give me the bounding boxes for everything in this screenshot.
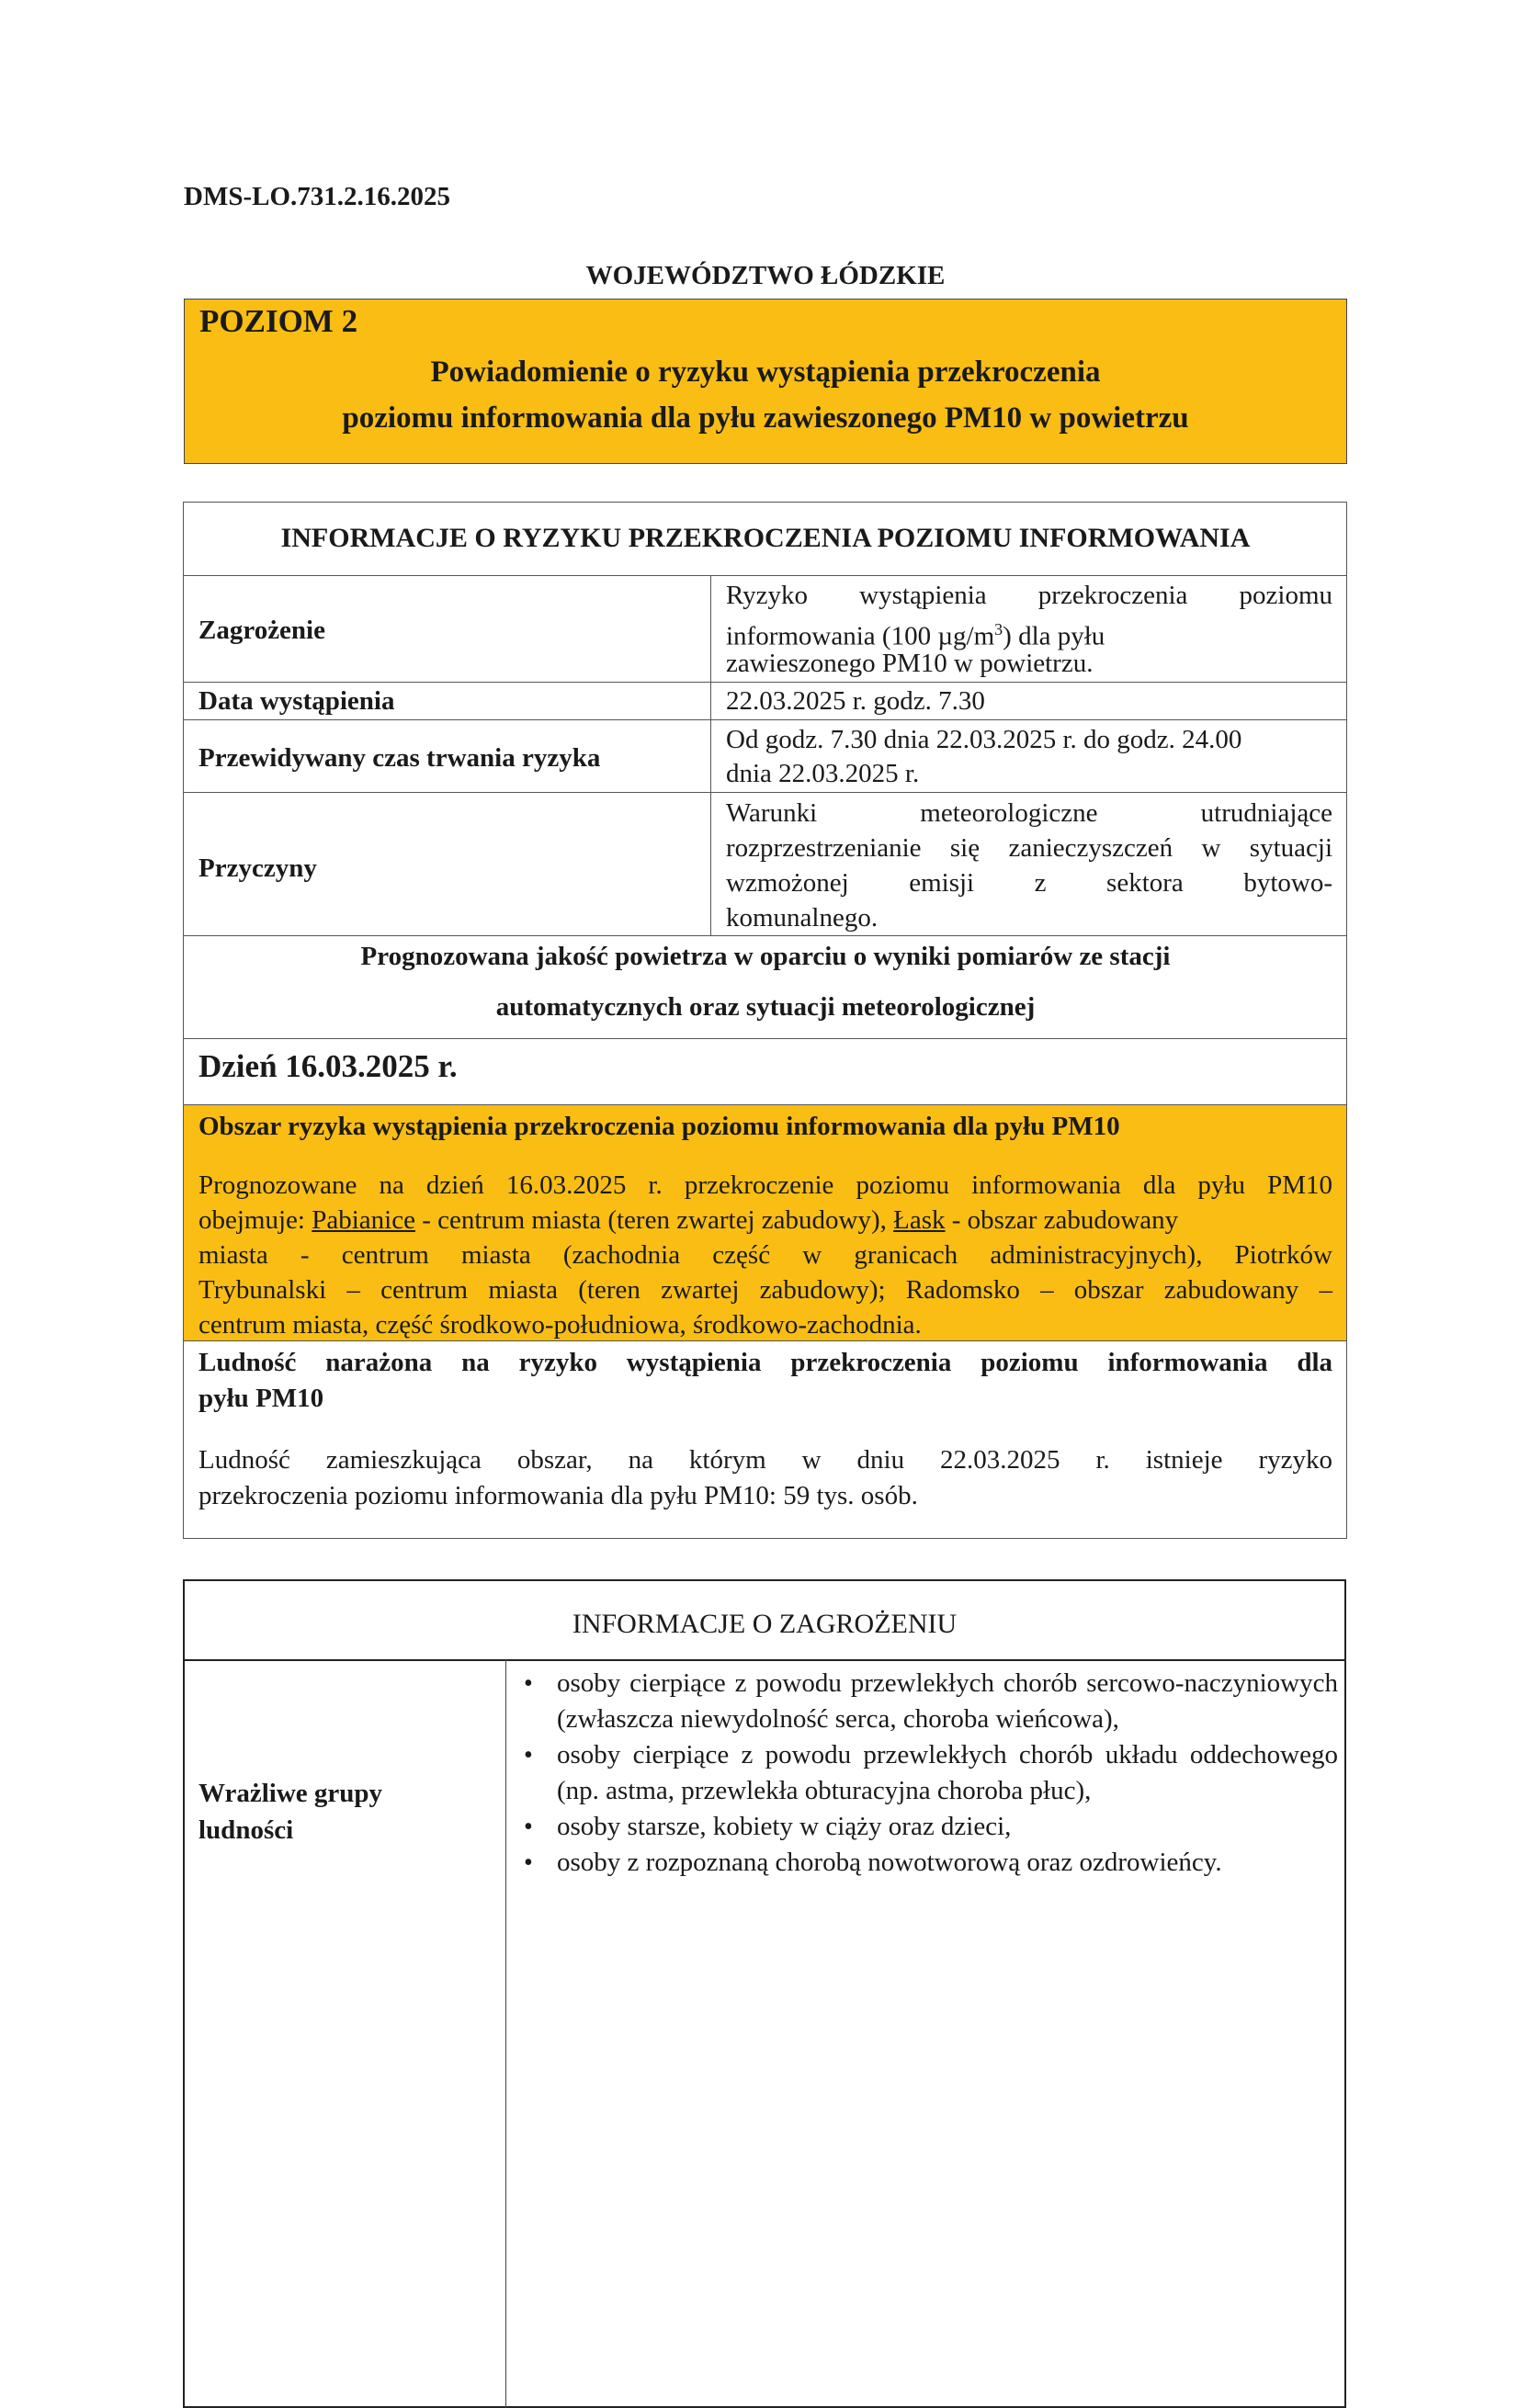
row-label-data: Data wystąpienia [198, 686, 395, 716]
region-heading: WOJEWÓDZTWO ŁÓDZKIE [585, 261, 946, 290]
list-item: • osoby starsze, kobiety w ciąży oraz dzieci, [520, 1809, 1338, 1845]
list-item: • osoby cierpiące z powodu przewlekłych chorób sercowo-naczyniowych (zwłaszcza niewydolność serca, choroba wieńcowa), [520, 1666, 1338, 1737]
row-value-data: 22.03.2025 r. godz. 7.30 [726, 686, 985, 716]
area-title: Obszar ryzyka wystąpienia przekroczenia poziomu informowania dla pyłu PM10 [198, 1112, 1120, 1141]
population-title-line2: pyłu PM10 [198, 1384, 324, 1413]
area-line1: Prognozowane na dzień 16.03.2025 r. przekroczenie poziomu informowania dla pyłu PM10 [198, 1170, 1332, 1200]
row-value-przyczyny-line4: komunalnego. [726, 903, 879, 933]
row-value-przyczyny-line2: rozprzestrzenianie się zanieczyszczeń w sytuacji [726, 833, 1332, 863]
document-reference: DMS-LO.731.2.16.2025 [184, 182, 450, 211]
row-value-przyczyny-line3: wzmożonej emisji z sektora bytowo- [726, 868, 1332, 898]
level-subtitle-line1: Powiadomienie o ryzyku wystąpienia przekroczenia [430, 356, 1101, 389]
row-value-zagrozenie-line1: Ryzyko wystąpienia przekroczenia poziomu [726, 581, 1332, 610]
row-value-zagrozenie-line2: informowania (100 $\mu g/m^3$) dla pyłu [726, 620, 1105, 651]
list-item: • osoby cierpiące z powodu przewlekłych chorób układu oddechowego (np. astma, przewlekła obturacyjna choroba płuc), [520, 1737, 1338, 1809]
forecast-header-line2: automatycznych oraz sytuacji meteorologicznej [495, 992, 1036, 1022]
area-line4: Trybunalski – centrum miasta (teren zwartej zabudowy); Radomsko – obszar zabudowany – [198, 1275, 1332, 1305]
risk-table-header: INFORMACJE O RYZYKU PRZEKROCZENIA POZIOMU INFORMOWANIA [280, 523, 1251, 553]
population-line1: Ludność zamieszkująca obszar, na którym w dniu 22.03.2025 r. istnieje ryzyko [198, 1445, 1332, 1475]
forecast-header-line1: Prognozowana jakość powietrza w oparciu o wyniki pomiarów ze stacji [360, 942, 1171, 971]
row-value-przyczyny-line1: Warunki meteorologiczne utrudniające [726, 798, 1332, 828]
level-title: POZIOM 2 [199, 303, 358, 339]
row-value-zagrozenie-line3: zawieszonego PM10 w powietrzu. [726, 649, 1094, 678]
threat-table-header: INFORMACJE O ZAGROŻENIU [572, 1609, 958, 1639]
area-line5: centrum miasta, część środkowo-południowa, środkowo-zachodnia. [198, 1310, 922, 1340]
area-line2: obejmuje: Pabianice - centrum miasta (teren zwartej zabudowy), Łask - obszar zabudowany [198, 1205, 1179, 1235]
row-label-zagrozenie: Zagrożenie [198, 616, 325, 645]
city-pabianice: Pabianice [312, 1205, 415, 1235]
forecast-day: Dzień 16.03.2025 r. [198, 1048, 458, 1084]
threat-label: Wrażliwe grupy ludności [198, 1779, 383, 1845]
row-label-czas: Przewidywany czas trwania ryzyka [198, 743, 601, 773]
level-banner [184, 299, 1347, 464]
population-title-line1: Ludność narażona na ryzyko wystąpienia przekroczenia poziomu informowania dla [198, 1348, 1332, 1377]
area-line3: miasta - centrum miasta (zachodnia część w granicach administracyjnych), Piotrków [198, 1240, 1332, 1270]
population-line2: przekroczenia poziomu informowania dla pyłu PM10: 59 tys. osób. [198, 1481, 918, 1510]
list-item: • osoby z rozpoznaną chorobą nowotworową oraz ozdrowieńcy. [520, 1845, 1338, 1881]
row-value-czas-line2: dnia 22.03.2025 r. [726, 759, 920, 788]
row-label-przyczyny: Przyczyny [198, 854, 317, 883]
city-lask: Łask [893, 1205, 946, 1235]
vulnerable-groups-list [520, 1666, 1338, 1881]
level-subtitle-line2: poziomu informowania dla pyłu zawieszonego PM10 w powietrzu [342, 401, 1189, 435]
row-value-czas-line1: Od godz. 7.30 dnia 22.03.2025 r. do godz. 24.00 [726, 725, 1242, 754]
